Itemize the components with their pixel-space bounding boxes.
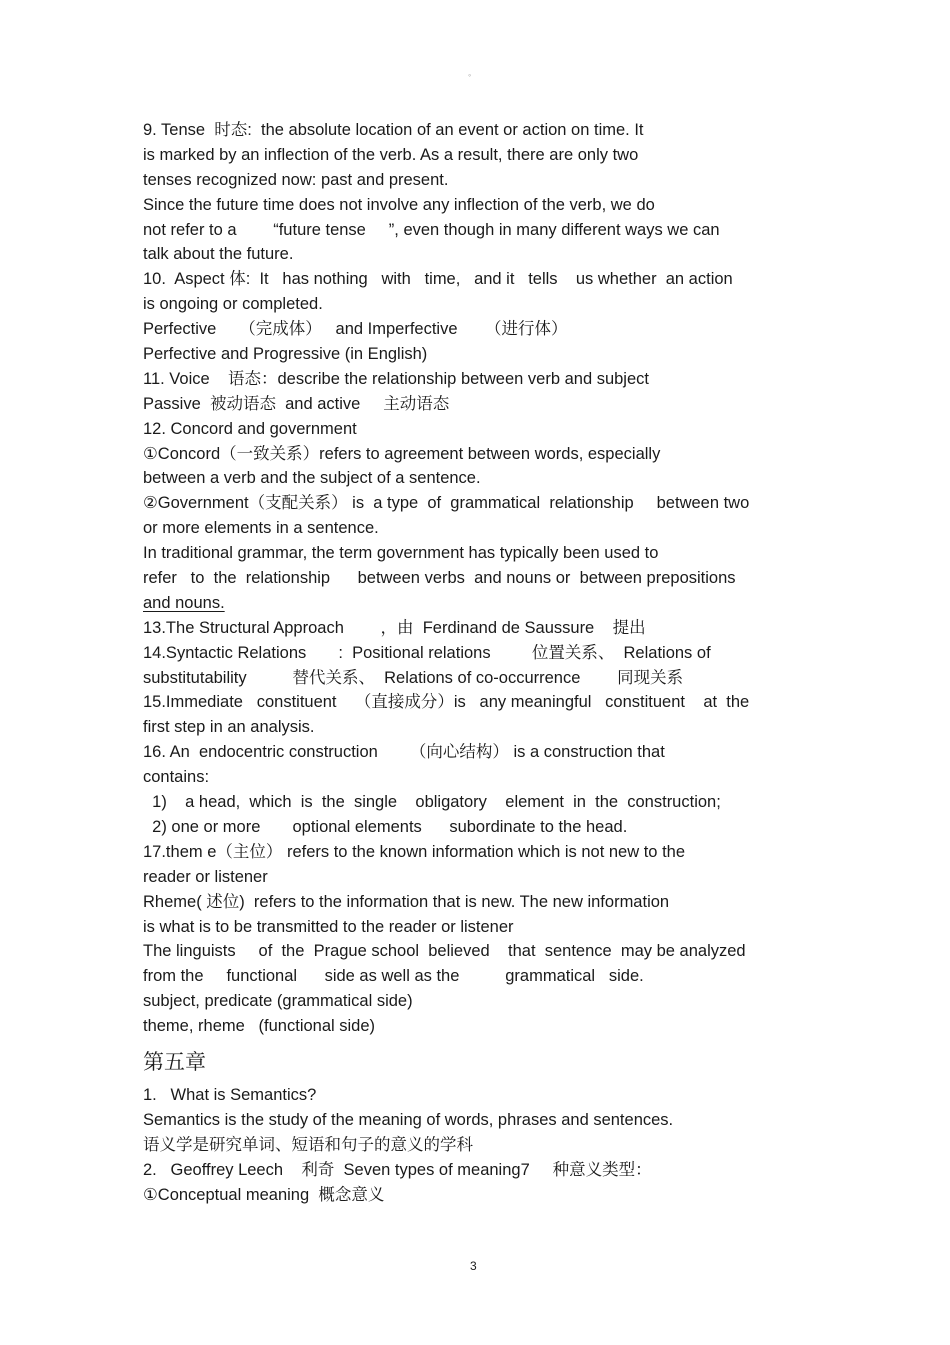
text-line: Semantics is the study of the meaning of words, phrases and sentences. bbox=[143, 1110, 674, 1129]
text-line: contains: bbox=[143, 768, 210, 787]
header-mark: ◦ bbox=[468, 70, 472, 80]
text-line: ①Conceptual meaning 概念意义 bbox=[143, 1185, 385, 1204]
text-line: 1) a head, which is the single obligatory element in the construction; bbox=[143, 793, 721, 812]
text-line: from the functional side as well as the grammatical side. bbox=[143, 967, 644, 986]
page-number: 3 bbox=[470, 1259, 477, 1273]
text-line: Perfective （完成体） and Imperfective （进行体） bbox=[143, 320, 568, 339]
text-line: 16. An endocentric construction （向心结构） is a construction that bbox=[143, 743, 665, 762]
text-line: tenses recognized now: past and present. bbox=[143, 170, 449, 189]
document-body bbox=[143, 118, 813, 1207]
text-line: Passive 被动语态 and active 主动语态 bbox=[143, 394, 450, 413]
text-line: 1. What is Semantics? bbox=[143, 1085, 317, 1104]
text-line: is what is to be transmitted to the reader or listener bbox=[143, 917, 514, 936]
text-line: 17.them e（主位） refers to the known information which is not new to the bbox=[143, 842, 686, 861]
text-line: 14.Syntactic Relations : Positional relations 位置关系、 Relations of bbox=[143, 643, 711, 662]
text-line: first step in an analysis. bbox=[143, 718, 315, 737]
text-line: not refer to a “future tense ”, even though in many different ways we can bbox=[143, 220, 720, 239]
text-line: 2. Geoffrey Leech 利奇 Seven types of meaning7 种意义类型： bbox=[143, 1160, 652, 1179]
text-line: between a verb and the subject of a sentence. bbox=[143, 469, 481, 488]
text-line: ①Concord（一致关系）refers to agreement between words, especially bbox=[143, 444, 661, 463]
text-line: subject, predicate (grammatical side) bbox=[143, 992, 413, 1011]
text-line: Since the future time does not involve any inflection of the verb, we do bbox=[143, 195, 655, 214]
text-line: 2) one or more optional elements subordinate to the head. bbox=[143, 817, 628, 836]
text-line: 12. Concord and government bbox=[143, 419, 357, 438]
text-line: 9. Tense 时态: the absolute location of an event or action on time. It bbox=[143, 121, 644, 139]
text-line: 语义学是研究单词、短语和句子的意义的学科 bbox=[143, 1135, 473, 1154]
text-line: is ongoing or completed. bbox=[143, 295, 323, 314]
text-line: 15.Immediate constituent （直接成分）is any meaningful constituent at the bbox=[143, 693, 750, 712]
text-line: reader or listener bbox=[143, 867, 268, 886]
text-line: In traditional grammar, the term government has typically been used to bbox=[143, 544, 659, 563]
text-line: talk about the future. bbox=[143, 245, 294, 264]
text-line: substitutability 替代关系、 Relations of co-occurrence 同现关系 bbox=[143, 668, 684, 687]
text-line: The linguists of the Prague school believed that sentence may be analyzed bbox=[143, 942, 746, 961]
text-line: and nouns. bbox=[143, 593, 225, 612]
text-line: 10. Aspect 体: It has nothing with time, and it tells us whether an action bbox=[143, 270, 733, 289]
text-line: Perfective and Progressive (in English) bbox=[143, 345, 428, 364]
text-line: 11. Voice 语态：describe the relationship between verb and subject bbox=[143, 369, 649, 388]
text-line: is marked by an inflection of the verb. As a result, there are only two bbox=[143, 145, 639, 164]
text-line: refer to the relationship between verbs and nouns or between prepositions bbox=[143, 569, 736, 588]
text-line: Rheme( 述位) refers to the information that is new. The new information bbox=[143, 892, 670, 911]
chapter-heading: 第五章 bbox=[143, 1049, 206, 1074]
text-line: or more elements in a sentence. bbox=[143, 519, 379, 538]
text-line: ②Government（支配关系） is a type of grammatical relationship between two bbox=[143, 494, 750, 513]
text-line: 13.The Structural Approach ，由 Ferdinand de Saussure 提出 bbox=[143, 618, 646, 637]
text-line: theme, rheme (functional side) bbox=[143, 1017, 376, 1036]
